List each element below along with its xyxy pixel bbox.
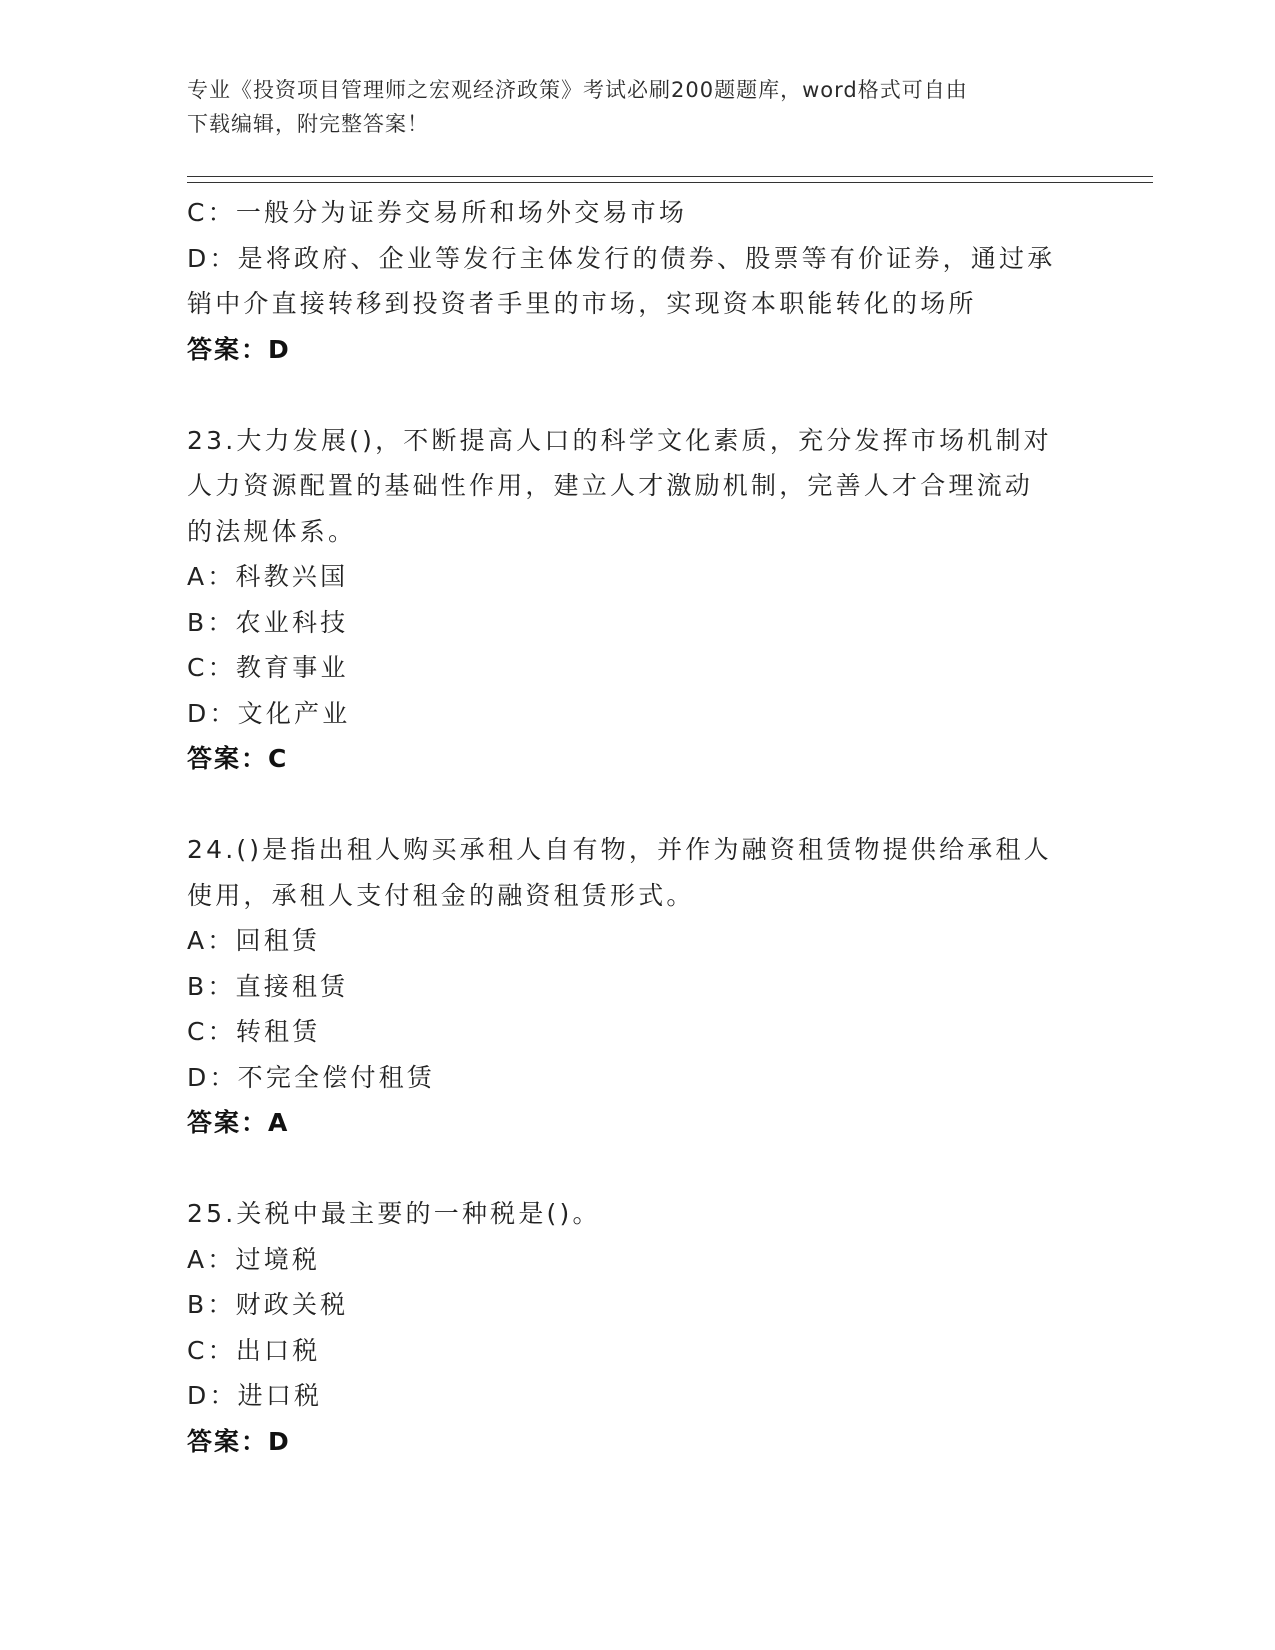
question-text-line-2: 人力资源配置的基础性作用，建立人才激励机制，完善人才合理流动: [187, 471, 1034, 500]
answer-label: 答案：D: [187, 1426, 291, 1456]
header-rule-top: [187, 176, 1153, 177]
document-header: [187, 73, 1067, 141]
header-rule-bottom: [187, 182, 1153, 183]
option-a: A：回租赁: [187, 926, 321, 955]
option-c: C：一般分为证券交易所和场外交易市场: [187, 198, 688, 227]
option-d-line-1: D：是将政府、企业等发行主体发行的债券、股票等有价证券，通过承: [187, 243, 1056, 273]
spacer: [187, 372, 1087, 418]
question-text-line-1: 25.关税中最主要的一种税是()。: [187, 1199, 601, 1228]
option-b: B：财政关税: [187, 1290, 349, 1319]
question-22-partial: [187, 190, 1087, 372]
question-text-line-3: 的法规体系。: [187, 516, 357, 546]
question-25: [187, 1191, 1087, 1464]
option-c: C：教育事业: [187, 653, 349, 682]
spacer: [187, 1146, 1087, 1192]
question-24: [187, 827, 1087, 1146]
option-c: C：转租赁: [187, 1017, 321, 1046]
answer-label: 答案：D: [187, 334, 291, 364]
header-line-1: 专业《投资项目管理师之宏观经济政策》考试必刷200题题库，word格式可自由: [187, 78, 968, 102]
question-23: [187, 418, 1087, 782]
option-d: D：进口税: [187, 1381, 323, 1410]
question-text-line-2: 使用，承租人支付租金的融资租赁形式。: [187, 880, 695, 910]
option-d: D：文化产业: [187, 698, 351, 728]
answer-label: 答案：C: [187, 744, 289, 773]
option-d: D：不完全偿付租赁: [187, 1062, 436, 1092]
option-b: B：农业科技: [187, 607, 349, 637]
question-text-line-1: 23.大力发展()，不断提高人口的科学文化素质，充分发挥市场机制对: [187, 425, 1052, 455]
option-d-line-2: 销中介直接转移到投资者手里的市场，实现资本职能转化的场所: [187, 289, 977, 318]
spacer: [187, 782, 1087, 828]
document-body: [187, 190, 1087, 1464]
header-line-2: 下载编辑，附完整答案！: [187, 112, 429, 136]
option-a: A：过境税: [187, 1244, 321, 1274]
question-text-line-1: 24.()是指出租人购买承租人自有物，并作为融资租赁物提供给承租人: [187, 835, 1052, 864]
answer-label: 答案：A: [187, 1108, 290, 1137]
option-a: A：科教兴国: [187, 562, 349, 591]
option-c: C：出口税: [187, 1335, 321, 1365]
option-b: B：直接租赁: [187, 971, 349, 1001]
